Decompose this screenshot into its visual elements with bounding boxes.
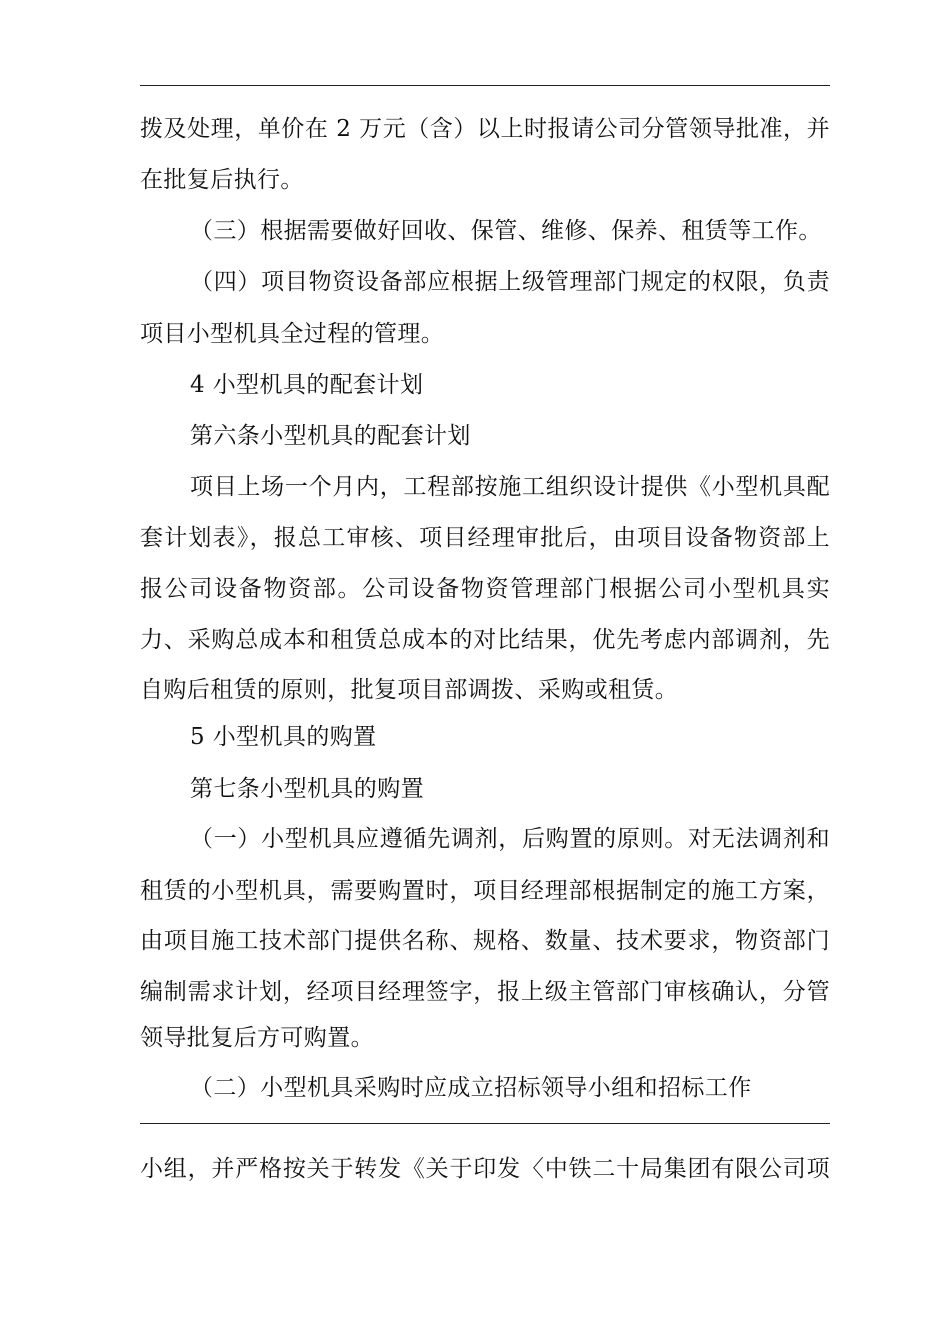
- text-line: 由项目施工技术部门提供名称、规格、数量、技术要求，物资部门: [140, 928, 830, 954]
- text-line: 自购后租赁的原则，批复项目部调拨、采购或租赁。: [140, 677, 679, 703]
- text-line: 报公司设备物资部。公司设备物资管理部门根据公司小型机具实: [140, 576, 830, 602]
- text-line: 项目小型机具全过程的管理。: [140, 321, 445, 347]
- article-heading: 第七条小型机具的购置: [190, 776, 424, 802]
- article-heading: 第六条小型机具的配套计划: [190, 423, 471, 449]
- text-line: 拨及处理，单价在 2 万元（含）以上时报请公司分管领导批准，并: [140, 116, 830, 142]
- text-line: 领导批复后方可购置。: [140, 1025, 374, 1051]
- text-line: （二）小型机具采购时应成立招标领导小组和招标工作: [190, 1075, 752, 1101]
- text-line: （四）项目物资设备部应根据上级管理部门规定的权限，负责: [190, 269, 830, 295]
- section-heading: 4 小型机具的配套计划: [190, 372, 424, 398]
- text-line: 租赁的小型机具，需要购置时，项目经理部根据制定的施工方案，: [140, 878, 830, 904]
- text-line: （三）根据需要做好回收、保管、维修、保养、租赁等工作。: [190, 218, 822, 244]
- text-line: 编制需求计划，经项目经理签字，报上级主管部门审核确认，分管: [140, 979, 830, 1005]
- section-heading: 5 小型机具的购置: [190, 724, 377, 750]
- text-line: 在批复后执行。: [140, 167, 304, 193]
- text-line: 项目上场一个月内，工程部按施工组织设计提供《小型机具配: [190, 474, 830, 500]
- next-page-text-line: 小组，并严格按关于转发《关于印发〈中铁二十局集团有限公司项: [140, 1156, 830, 1182]
- text-line: 套计划表》，报总工审核、项目经理审批后，由项目设备物资部上: [140, 525, 830, 551]
- text-line: （一）小型机具应遵循先调剂，后购置的原则。对无法调剂和: [190, 826, 830, 852]
- text-line: 力、采购总成本和租赁总成本的对比结果，优先考虑内部调剂，先: [140, 627, 830, 653]
- page-top-rule: [140, 85, 830, 86]
- page-break-rule: [140, 1123, 830, 1124]
